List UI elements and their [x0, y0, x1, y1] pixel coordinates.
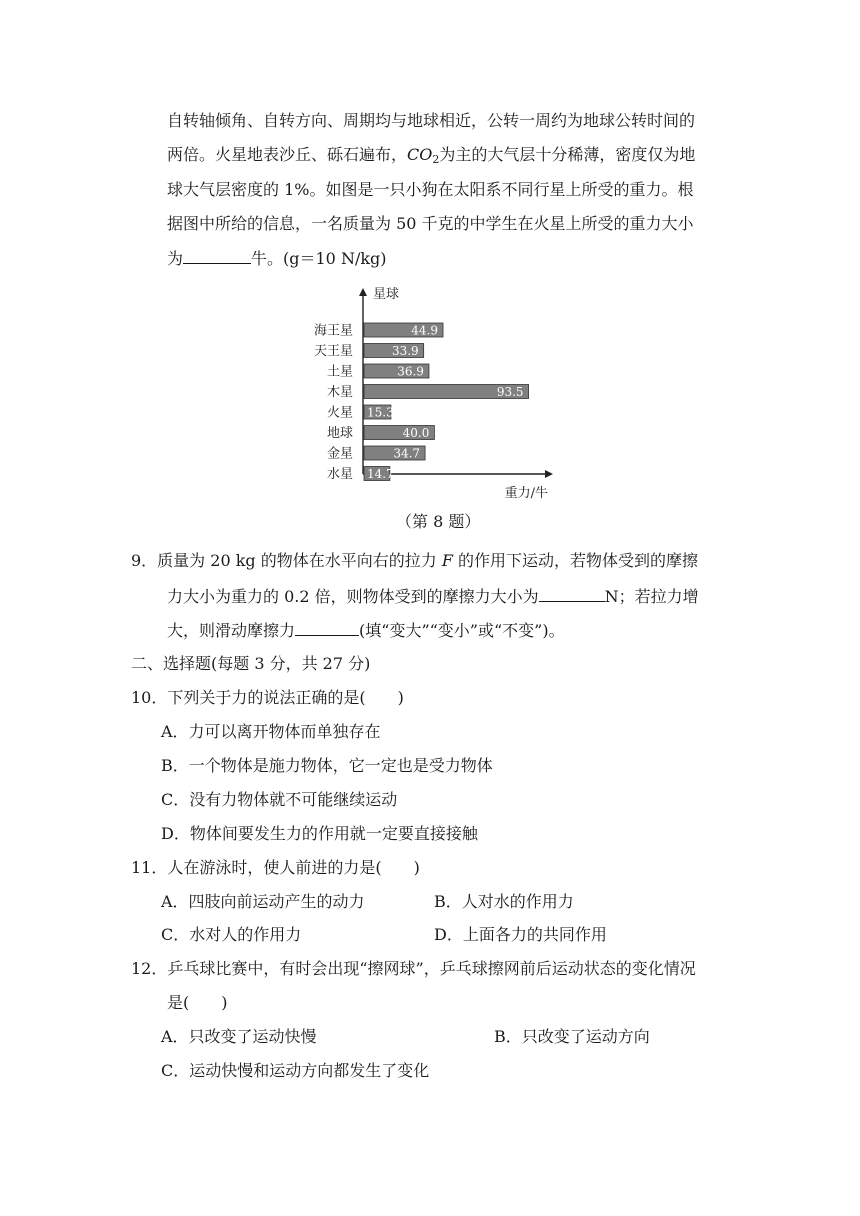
q12-option-b-text: B．只改变了运动方向 [494, 1027, 650, 1046]
x-axis-arrow [545, 470, 553, 478]
gravity-bar-chart [290, 280, 580, 500]
q9-text-1b: 的作用下运动，若物体受到的摩擦 [452, 551, 699, 570]
intro-text-4: 据图中所给的信息，一名质量为 50 千克的中学生在火星上所受的重力大小 [167, 214, 694, 233]
intro-line-2 [167, 145, 695, 170]
q12-option-c-text: C．运动快慢和运动方向都发生了变化 [161, 1061, 430, 1080]
intro-text-3: 球大气层密度的 1%。如图是一只小狗在太阳系不同行星上所受的重力。根 [167, 180, 694, 199]
category-label: 土星 [326, 364, 353, 380]
intro-line-1 [167, 111, 695, 131]
q10-option-d-text: D．物体间要发生力的作用就一定要直接接触 [161, 824, 478, 843]
chart-svg [290, 280, 580, 500]
answer-blank-q9-friction[interactable] [539, 586, 605, 602]
co2-subscript: 2 [432, 153, 440, 166]
intro-text-1: 自转轴倾角、自转方向、周期均与地球相近，公转一周约为地球公转时间的 [167, 111, 696, 130]
q11-stem-text: 11．人在游泳时，使人前进的力是( ) [131, 858, 420, 877]
q12-option-a[interactable] [161, 1027, 317, 1047]
q11-option-b[interactable] [434, 892, 574, 912]
q11-option-a[interactable] [161, 892, 365, 912]
q12-option-a-text: A．只改变了运动快慢 [161, 1027, 317, 1046]
category-label: 天王星 [313, 344, 353, 359]
category-label: 木星 [326, 385, 353, 400]
q10-option-b[interactable] [161, 756, 493, 776]
q9-text-3a: 大，则滑动摩擦力 [167, 621, 296, 640]
q12-option-c[interactable] [161, 1061, 429, 1081]
q10-option-b-text: B．一个物体是施力物体，它一定也是受力物体 [161, 756, 493, 775]
q12-stem-text-2: 是( ) [167, 993, 228, 1012]
category-label: 海王星 [313, 323, 353, 339]
section-2-heading [131, 654, 370, 674]
q12-option-b[interactable] [494, 1027, 650, 1047]
data-label: 33.9 [391, 344, 419, 358]
q11-option-c[interactable] [161, 925, 301, 945]
category-label: 地球 [326, 426, 353, 441]
data-label: 44.9 [411, 323, 439, 338]
q10-option-a[interactable] [161, 722, 381, 742]
data-label: 15.3 [367, 405, 394, 420]
intro-text-2a: 两倍。火星地表沙丘、砾石遍布， [167, 145, 408, 164]
answer-blank-q9-change[interactable] [295, 620, 359, 636]
data-label: 40.0 [402, 426, 430, 440]
q9-line-2 [167, 586, 699, 607]
q11-option-c-text: C．水对人的作用力 [161, 925, 302, 944]
q9-line-3 [167, 620, 565, 641]
q10-stem-text: 10．下列关于力的说法正确的是( ) [131, 688, 404, 707]
q12-stem-line-2 [167, 993, 228, 1013]
q11-option-d[interactable] [434, 925, 607, 945]
category-label: 金星 [326, 446, 353, 462]
intro-text-2b: 为主的大气层十分稀薄，密度仅为地 [439, 145, 696, 164]
intro-line-3 [167, 180, 693, 200]
data-label: 34.7 [393, 446, 421, 461]
data-label: 36.9 [397, 364, 424, 379]
q10-option-c-text: C．没有力物体就不可能继续运动 [161, 790, 398, 809]
data-label: 14.7 [367, 467, 394, 481]
q12-stem-text-1: 12．乒乓球比赛中，有时会出现“擦网球”，乒乓球擦网前后运动状态的变化情况 [131, 959, 696, 978]
data-label: 93.5 [496, 385, 524, 399]
q9-line-1 [131, 551, 698, 571]
figure-caption [396, 512, 480, 532]
intro-text-5b: 牛。(g＝10 N/kg) [251, 249, 387, 268]
q9-text-1a: 9．质量为 20 kg 的物体在水平向右的拉力 [131, 551, 442, 570]
q9-text-2b: N；若拉力增 [604, 587, 699, 606]
category-label: 火星 [326, 405, 353, 421]
answer-blank-q8[interactable] [183, 248, 251, 264]
q11-option-b-text: B．人对水的作用力 [434, 892, 574, 911]
q10-option-a-text: A．力可以离开物体而单独存在 [161, 722, 381, 741]
q9-text-3b: (填“变大”“变小”或“不变”)。 [359, 621, 565, 640]
y-axis-label: 星球 [373, 287, 400, 302]
co2-formula: CO [407, 145, 433, 164]
section-2-text: 二、选择题(每题 3 分，共 27 分) [131, 654, 371, 673]
q11-option-d-text: D．上面各力的共同作用 [434, 925, 607, 944]
intro-text-5a: 为 [167, 249, 184, 268]
intro-line-5 [167, 248, 387, 269]
y-axis-arrow [359, 288, 367, 296]
q9-force-symbol: F [441, 551, 453, 570]
q11-option-a-text: A．四肢向前运动产生的动力 [161, 892, 365, 911]
q10-stem [131, 688, 404, 708]
caption-text: （第 8 题） [396, 512, 481, 531]
x-axis-label: 重力/牛 [504, 486, 548, 500]
category-label: 水星 [326, 467, 353, 482]
q10-option-c[interactable] [161, 790, 397, 810]
q10-option-d[interactable] [161, 824, 478, 844]
intro-line-4 [167, 214, 694, 234]
q11-stem [131, 858, 420, 878]
q9-text-2a: 力大小为重力的 0.2 倍，则物体受到的摩擦力大小为 [167, 587, 539, 606]
q12-stem-line-1 [131, 959, 696, 979]
